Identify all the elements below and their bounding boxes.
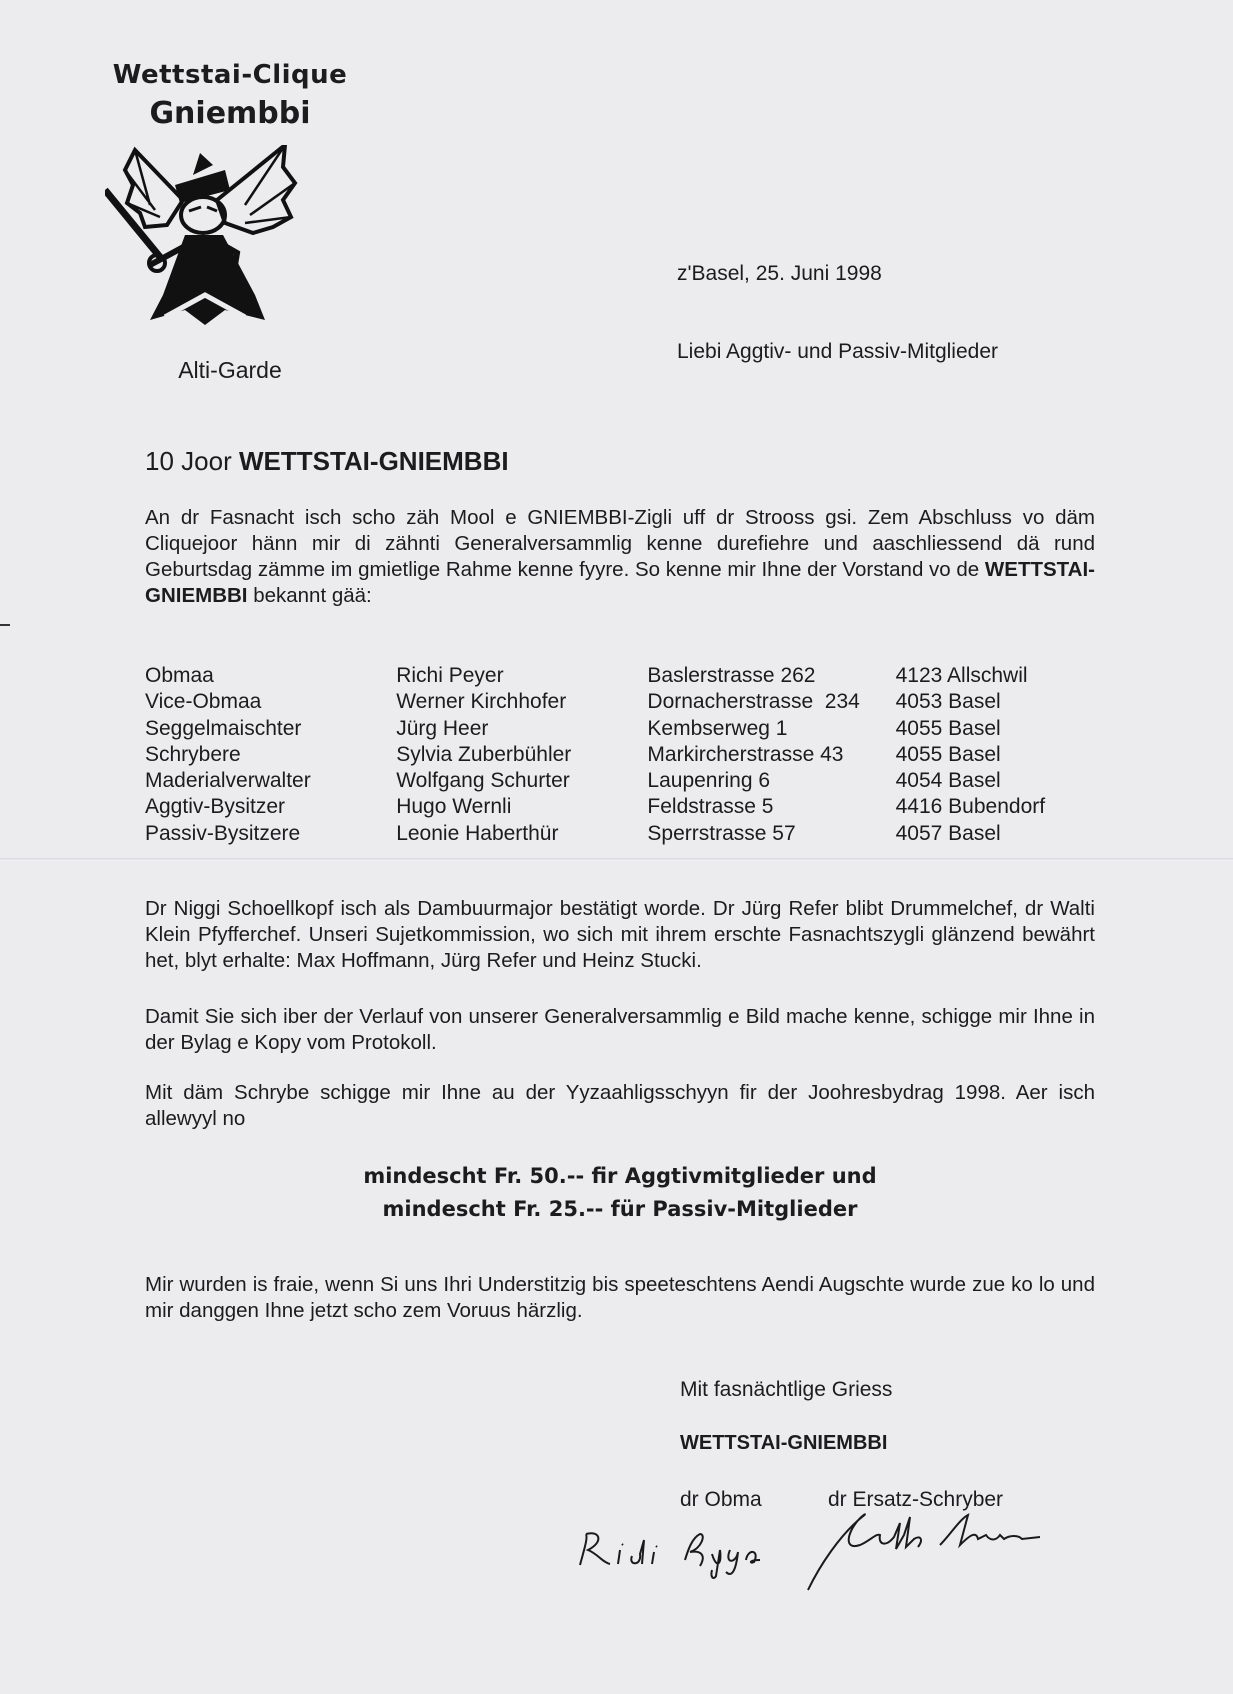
board-city: 4055 Basel (895, 716, 1001, 740)
board-member: Richi Peyer (396, 664, 504, 687)
signature-left (570, 1520, 780, 1580)
signatory-label-right: dr Ersatz-Schryber (828, 1488, 1004, 1511)
club-subtitle: Gniembbi (149, 96, 311, 131)
board-street: Sperrstrasse 57 (647, 821, 796, 845)
heading-prefix: 10 Joor (145, 446, 232, 476)
punch-mark (0, 624, 10, 626)
board-role: Obmaa (145, 664, 214, 687)
winged-drummer-figure-icon (105, 145, 315, 355)
board-city: 4057 Basel (895, 821, 1001, 845)
board-role: Vice-Obmaa (145, 690, 262, 714)
intro-tail: bekannt gää: (253, 584, 372, 607)
board-row (145, 742, 1095, 768)
board-row (145, 689, 1095, 715)
intro-text: An dr Fasnacht isch scho zäh Mool e GNIEMBBI-Zigli uff dr Strooss gsi. Zem Abschluss vo däm Cliquejoor hänn mir di zähnti Generalversammlig kenne durefiehre und aaschliessend dä rund Geburtsdag zämme im gmietlige Rahme kenne fyyre. So kenne mir Ihne der Vorstand vo de (145, 506, 1095, 581)
board-row (145, 716, 1095, 742)
intro-paragraph (145, 505, 1095, 609)
heading-name: WETTSTAI-GNIEMBBI (238, 446, 509, 476)
board-member: Wolfgang Schurter (396, 769, 570, 793)
board-row (145, 794, 1095, 820)
sender-name: WETTSTAI-GNIEMBBI (680, 1432, 888, 1454)
signature-right (800, 1505, 1110, 1595)
fees-block (300, 1160, 940, 1226)
board-street: Markircherstrasse 43 (647, 742, 844, 766)
board-city: 4123 Allschwil (895, 664, 1028, 687)
paper-fold-line (0, 858, 1233, 861)
board-member: Jürg Heer (396, 716, 489, 740)
board-street: Laupenring 6 (647, 769, 771, 793)
board-street: Dornacherstrasse 234 (647, 690, 860, 714)
letter-heading (145, 446, 509, 477)
fee-active: mindescht Fr. 50.-- fir Aggtivmitglieder und (363, 1164, 877, 1188)
board-city: 4055 Basel (895, 742, 1001, 766)
intro-bold-name: WETTSTAI-GNIEMBBI (145, 558, 1095, 607)
club-name: Wettstai-Clique (112, 60, 348, 90)
board-city: 4416 Bubendorf (895, 795, 1046, 819)
board-street: Baslerstrasse 262 (647, 664, 816, 687)
board-member: Hugo Wernli (396, 795, 512, 819)
support-paragraph: Mir wurden is fraie, wenn Si uns Ihri Understitzig bis speeteschtens Aendi Augschte wurde zue ko lo und mir danggen Ihne jetzt scho zem Voruus härzlig. (145, 1273, 1095, 1322)
board-street: Kembserweg 1 (647, 716, 788, 740)
salutation: Liebi Aggtiv- und Passiv-Mitglieder (677, 340, 998, 363)
board-member: Werner Kirchhofer (396, 690, 567, 714)
closing-line: Mit fasnächtlige Griess (680, 1378, 893, 1401)
board-member: Leonie Haberthür (396, 821, 559, 845)
board-row (145, 768, 1095, 794)
board-role: Schrybere (145, 742, 241, 766)
board-role: Seggelmaischter (145, 716, 302, 740)
signatory-label-left: dr Obma (680, 1488, 762, 1511)
board-row (145, 663, 1095, 689)
board-role: Aggtiv-Bysitzer (145, 795, 286, 819)
board-street: Feldstrasse 5 (647, 795, 774, 819)
board-city: 4054 Basel (895, 769, 1001, 793)
board-city: 4053 Basel (895, 690, 1001, 714)
board-member: Sylvia Zuberbühler (396, 742, 572, 766)
board-row (145, 821, 1095, 847)
board-table (145, 663, 1095, 847)
board-role: Passiv-Bysitzere (145, 821, 301, 845)
fee-passive: mindescht Fr. 25.-- für Passiv-Mitglieder (382, 1197, 858, 1221)
club-division: Alti-Garde (178, 357, 282, 383)
board-role: Maderialverwalter (145, 769, 311, 793)
officers-paragraph: Dr Niggi Schoellkopf isch als Dambuurmajor bestätigt worde. Dr Jürg Refer blibt Drummelchef, dr Walti Klein Pfyfferchef. Unseri Sujetkommission, wo sich mit ihrem erschte Fasnachtszygli glänzend bewährt het, blyt erhalte: Max Hoffmann, Jürg Refer und Heinz Stucki. (145, 897, 1095, 972)
date-line: z'Basel, 25. Juni 1998 (677, 262, 882, 285)
fees-intro-paragraph: Mit däm Schrybe schigge mir Ihne au der Yyzaahligsschyyn fir der Joohresbydrag 1998. Aer isch allewyyl no (145, 1081, 1095, 1130)
protocol-paragraph: Damit Sie sich iber der Verlauf von unserer Generalversammlig e Bild mache kenne, schigge mir Ihne in der Bylag e Kopy vom Protokoll. (145, 1005, 1095, 1054)
